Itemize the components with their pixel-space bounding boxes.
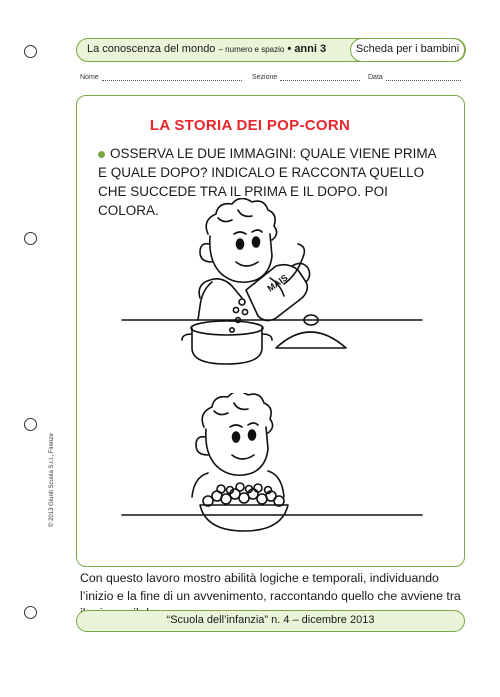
sheet-label: Scheda per i bambini bbox=[350, 38, 465, 62]
binder-hole-middle bbox=[24, 232, 37, 245]
section-line bbox=[280, 72, 360, 81]
section-label: Sezione bbox=[252, 74, 278, 81]
header-subject bbox=[87, 43, 326, 55]
illustration-after bbox=[80, 393, 465, 543]
name-field[interactable] bbox=[80, 72, 242, 81]
date-label: Data bbox=[368, 74, 383, 81]
topic-label: – numero e spazio bbox=[218, 45, 285, 54]
binder-hole-lower bbox=[24, 418, 37, 431]
name-label: Nome bbox=[80, 74, 99, 81]
name-line bbox=[102, 72, 242, 81]
bullet-icon bbox=[98, 151, 105, 158]
date-line bbox=[386, 72, 461, 81]
footer-text: “Scuola dell’infanzia” n. 4 – dicembre 2013 bbox=[166, 614, 375, 626]
date-field[interactable] bbox=[368, 72, 461, 81]
age-bullet: • bbox=[287, 43, 292, 55]
section-field[interactable] bbox=[252, 72, 360, 81]
learning-description: Con questo lavoro mostro abilità logiche e temporali, individuando l’inizio e la fine di un avvenimento, raccontando quello che avviene tra bbox=[80, 571, 461, 603]
copyright-note: © 2013 Giunti Scuola S.r.l., Firenze bbox=[49, 433, 55, 527]
age-label: anni 3 bbox=[294, 43, 327, 55]
student-fields bbox=[80, 72, 465, 86]
footer-bar bbox=[76, 610, 465, 632]
svg-text:MAIS: MAIS bbox=[265, 272, 290, 294]
binder-hole-bottom bbox=[24, 606, 37, 619]
illustration-before bbox=[80, 198, 465, 373]
binder-hole-top bbox=[24, 45, 37, 58]
subject-label: La conoscenza del mondo bbox=[87, 43, 216, 55]
instruction-text: OSSERVA LE DUE IMMAGINI: QUALE VIENE PRIMA E QUALE DOPO? INDICALO E RACCONTA QUELLO CHE SUCCEDE TRA IL PRIMA E IL DOPO. POI COLORA. bbox=[98, 146, 436, 218]
header-bar bbox=[76, 38, 466, 62]
worksheet-title: LA STORIA DEI POP-CORN bbox=[149, 117, 351, 134]
